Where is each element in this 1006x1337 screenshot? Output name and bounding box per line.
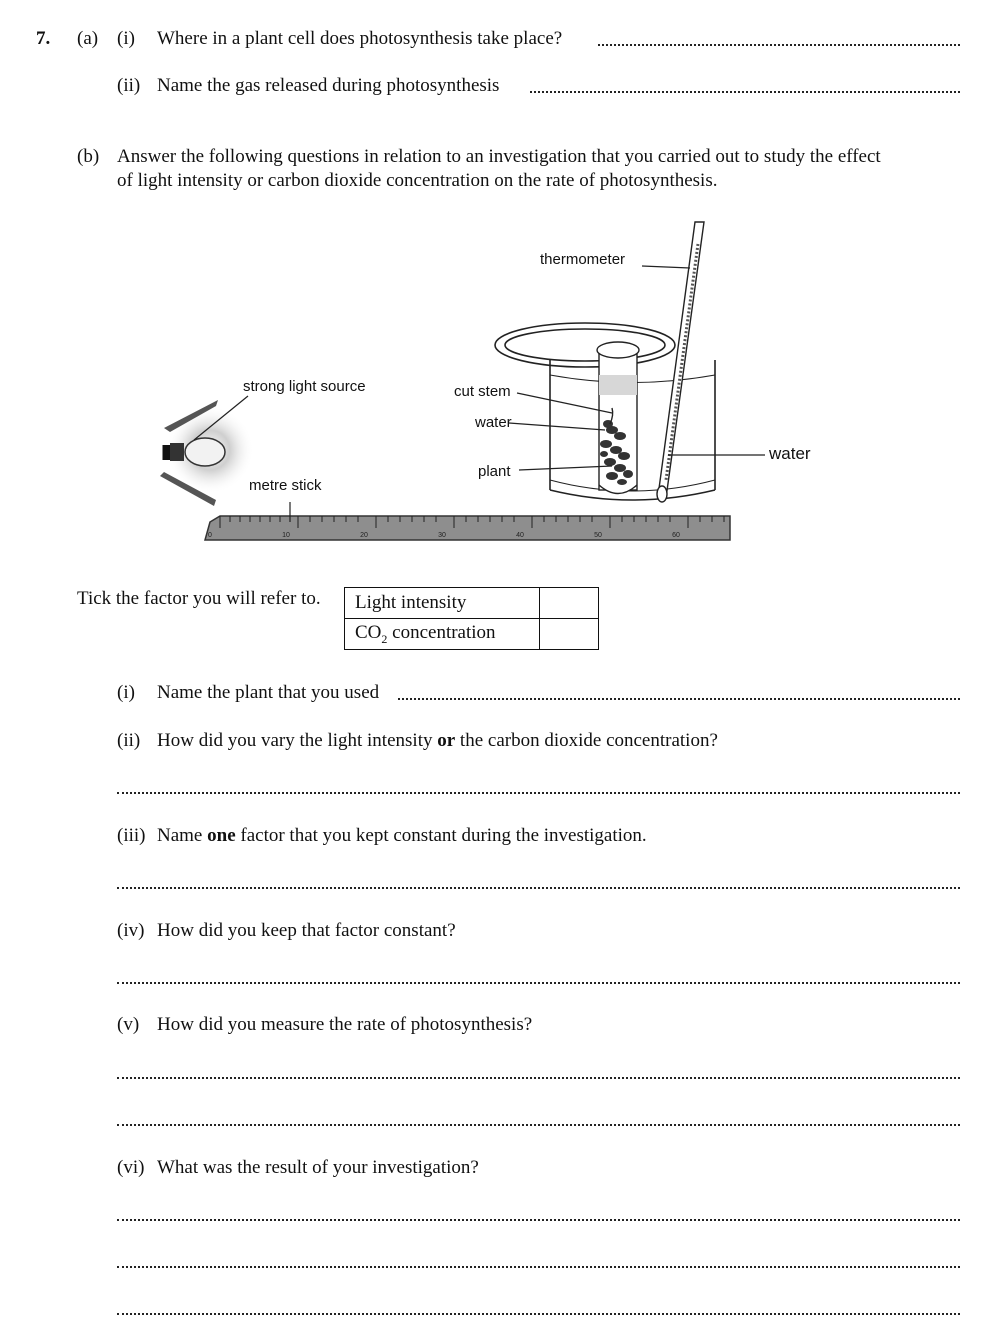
part-a-ii-label: (ii) xyxy=(117,75,141,96)
answer-line-a-ii[interactable] xyxy=(530,91,960,93)
ruler-mark: 20 xyxy=(360,532,368,539)
label-metre-stick: metre stick xyxy=(249,477,322,494)
co2-subscript: 2 xyxy=(381,631,388,646)
ruler-mark: 50 xyxy=(594,532,602,539)
factor-label-co2 xyxy=(345,619,540,650)
part-b-intro-line1: Answer the following questions in relation to an investigation that you carried out to study the effect xyxy=(117,146,881,167)
answer-line-b-ii[interactable] xyxy=(117,792,960,794)
metre-stick xyxy=(205,502,730,540)
label-water-inner: water xyxy=(475,414,512,431)
q-b-ii-post: the carbon dioxide concentration? xyxy=(455,730,718,751)
label-thermometer: thermometer xyxy=(540,251,626,268)
part-a-ii-text: Name the gas released during photosynthesis xyxy=(157,75,500,96)
q-b-iv-text: How did you keep that factor constant? xyxy=(157,920,456,941)
q-b-v-text: How did you measure the rate of photosynthesis? xyxy=(157,1014,533,1035)
answer-line-b-vi-2[interactable] xyxy=(117,1266,960,1268)
answer-line-b-iii[interactable] xyxy=(117,887,960,889)
answer-line-b-iv[interactable] xyxy=(117,982,960,984)
q-b-ii-bold: or xyxy=(437,730,456,751)
q-b-vi-label: (vi) xyxy=(117,1157,145,1178)
answer-line-a-i[interactable] xyxy=(598,44,960,46)
part-a-label: (a) xyxy=(77,28,99,49)
factor-label-light: Light intensity xyxy=(345,588,540,619)
part-b-label: (b) xyxy=(77,146,100,167)
label-strong-light-source: strong light source xyxy=(243,378,366,395)
q-b-ii-pre: How did you vary the light intensity xyxy=(157,730,438,751)
tick-prompt: Tick the factor you will refer to. xyxy=(77,588,321,609)
ruler-mark: 0 xyxy=(208,532,212,539)
ruler-mark: 40 xyxy=(516,532,524,539)
part-a-i-label: (i) xyxy=(117,28,135,49)
tick-box-light[interactable] xyxy=(540,588,599,619)
ruler-mark: 10 xyxy=(282,532,290,539)
q-b-iii-text xyxy=(157,825,647,847)
q-b-v-label: (v) xyxy=(117,1014,140,1035)
q-b-iii-post: factor that you kept constant during the investigation. xyxy=(235,825,647,846)
part-b-intro-line2: of light intensity or carbon dioxide concentration on the rate of photosynthesis. xyxy=(117,170,718,191)
factor-row xyxy=(345,588,599,619)
test-tube xyxy=(597,342,639,494)
factor-row xyxy=(345,619,599,650)
answer-line-b-vi-1[interactable] xyxy=(117,1219,960,1221)
q-b-vi-text: What was the result of your investigation? xyxy=(157,1157,479,1178)
q-b-ii-label: (ii) xyxy=(117,730,141,751)
thermometer xyxy=(657,222,704,502)
answer-line-b-i[interactable] xyxy=(398,698,960,700)
co2-suffix: concentration xyxy=(387,621,496,643)
answer-line-b-v-2[interactable] xyxy=(117,1124,960,1126)
co2-text: CO xyxy=(355,621,382,643)
question-number: 7. xyxy=(36,28,51,49)
ruler-mark: 60 xyxy=(672,532,680,539)
answer-line-b-v-1[interactable] xyxy=(117,1077,960,1079)
tick-box-co2[interactable] xyxy=(540,619,599,650)
part-a-i-text: Where in a plant cell does photosynthesis take place? xyxy=(157,28,563,49)
q-b-iii-label: (iii) xyxy=(117,825,146,846)
ruler-mark: 30 xyxy=(438,532,446,539)
q-b-i-label: (i) xyxy=(117,682,135,703)
label-cut-stem: cut stem xyxy=(454,383,511,400)
q-b-iv-label: (iv) xyxy=(117,920,145,941)
lamp xyxy=(160,396,254,506)
label-plant: plant xyxy=(478,463,511,480)
label-water-outer: water xyxy=(769,444,811,463)
q-b-iii-bold: one xyxy=(207,825,236,846)
answer-line-b-vi-3[interactable] xyxy=(117,1313,960,1315)
q-b-iii-pre: Name xyxy=(157,825,208,846)
q-b-i-text: Name the plant that you used xyxy=(157,682,380,703)
factor-table xyxy=(344,587,599,650)
q-b-ii-text xyxy=(157,730,718,752)
